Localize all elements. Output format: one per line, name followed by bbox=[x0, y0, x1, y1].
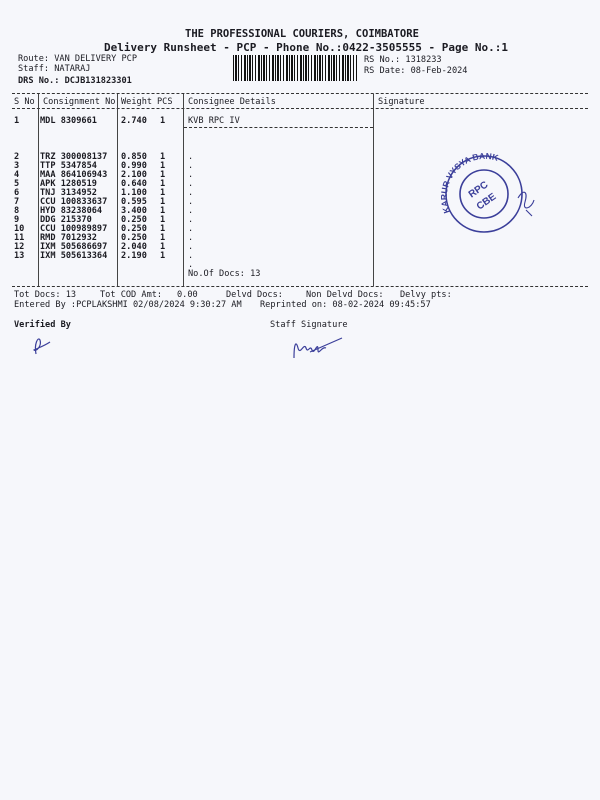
divider bbox=[12, 108, 588, 109]
divider bbox=[12, 286, 588, 287]
company-name: THE PROFESSIONAL COURIERS, COIMBATORE bbox=[185, 28, 419, 40]
divider bbox=[12, 93, 588, 94]
table-row: 5 APK 1280519 0.640 1 . bbox=[14, 179, 194, 189]
barcode bbox=[233, 55, 357, 81]
verifier-signature bbox=[28, 332, 68, 360]
staff: Staff: NATARAJ bbox=[18, 64, 91, 74]
table-row: 11 RMD 7012932 0.250 1 . bbox=[14, 233, 194, 243]
delvy-pts: Delvy pts: bbox=[400, 290, 452, 300]
col-pcs: PCS bbox=[157, 97, 173, 107]
divider bbox=[184, 127, 373, 128]
runsheet-title: Delivery Runsheet - PCP - Phone No.:0422-3505555 - Page No.:1 bbox=[104, 41, 508, 54]
rs-date: RS Date: 08-Feb-2024 bbox=[364, 66, 468, 76]
drs-number: DRS No.: DCJB131823301 bbox=[18, 76, 132, 86]
bank-stamp bbox=[428, 152, 538, 242]
col-weight: Weight bbox=[121, 97, 153, 107]
no-of-docs: No.Of Docs: 13 bbox=[188, 269, 261, 279]
svg-text:KARUR VYSYA BANK: KARUR VYSYA BANK bbox=[438, 152, 500, 215]
svg-text:RPC: RPC bbox=[466, 179, 491, 201]
reprinted-on: Reprinted on: 08-02-2024 09:45:57 bbox=[260, 300, 431, 310]
entered-by: Entered By :PCPLAKSHMI 02/08/2024 9:30:27 AM bbox=[14, 300, 242, 310]
col-details: Consignee Details bbox=[188, 97, 276, 107]
staff-signature bbox=[290, 332, 350, 364]
rs-number: RS No.: 1318233 bbox=[364, 55, 442, 65]
route: Route: VAN DELIVERY PCP bbox=[18, 54, 137, 64]
staff-signature-label: Staff Signature bbox=[270, 320, 348, 330]
table-row: 2 TRZ 300008137 0.850 1 . bbox=[14, 152, 194, 162]
table-row: 6 TNJ 3134952 1.100 1 . bbox=[14, 188, 194, 198]
table-row: 13 IXM 505613364 2.190 1 . bbox=[14, 251, 194, 261]
dot-marker: . bbox=[188, 260, 194, 270]
tot-cod-value: 0.00 bbox=[177, 290, 198, 300]
col-consignment: Consignment No bbox=[43, 97, 116, 107]
table-row: 7 CCU 100833637 0.595 1 . bbox=[14, 197, 194, 207]
table-row: 4 MAA 864106943 2.100 1 . bbox=[14, 170, 194, 180]
non-delvd-docs: Non Delvd Docs: bbox=[306, 290, 384, 300]
table-row: 12 IXM 505686697 2.040 1 . bbox=[14, 242, 194, 252]
tot-docs: Tot Docs: 13 bbox=[14, 290, 77, 300]
table-row: 1 MDL 8309661 2.740 1 KVB RPC IV bbox=[14, 116, 240, 126]
table-row: 9 DDG 215370 0.250 1 . bbox=[14, 215, 194, 225]
tot-cod-label: Tot COD Amt: bbox=[100, 290, 163, 300]
table-row: 3 TTP 5347854 0.990 1 . bbox=[14, 161, 194, 171]
table-row: 10 CCU 100989897 0.250 1 . bbox=[14, 224, 194, 234]
col-sno: S No bbox=[14, 97, 35, 107]
svg-text:CBE: CBE bbox=[474, 191, 499, 213]
delvd-docs: Delvd Docs: bbox=[226, 290, 283, 300]
table-row: 8 HYD 83238064 3.400 1 . bbox=[14, 206, 194, 216]
col-signature: Signature bbox=[378, 97, 425, 107]
verified-by-label: Verified By bbox=[14, 320, 71, 330]
